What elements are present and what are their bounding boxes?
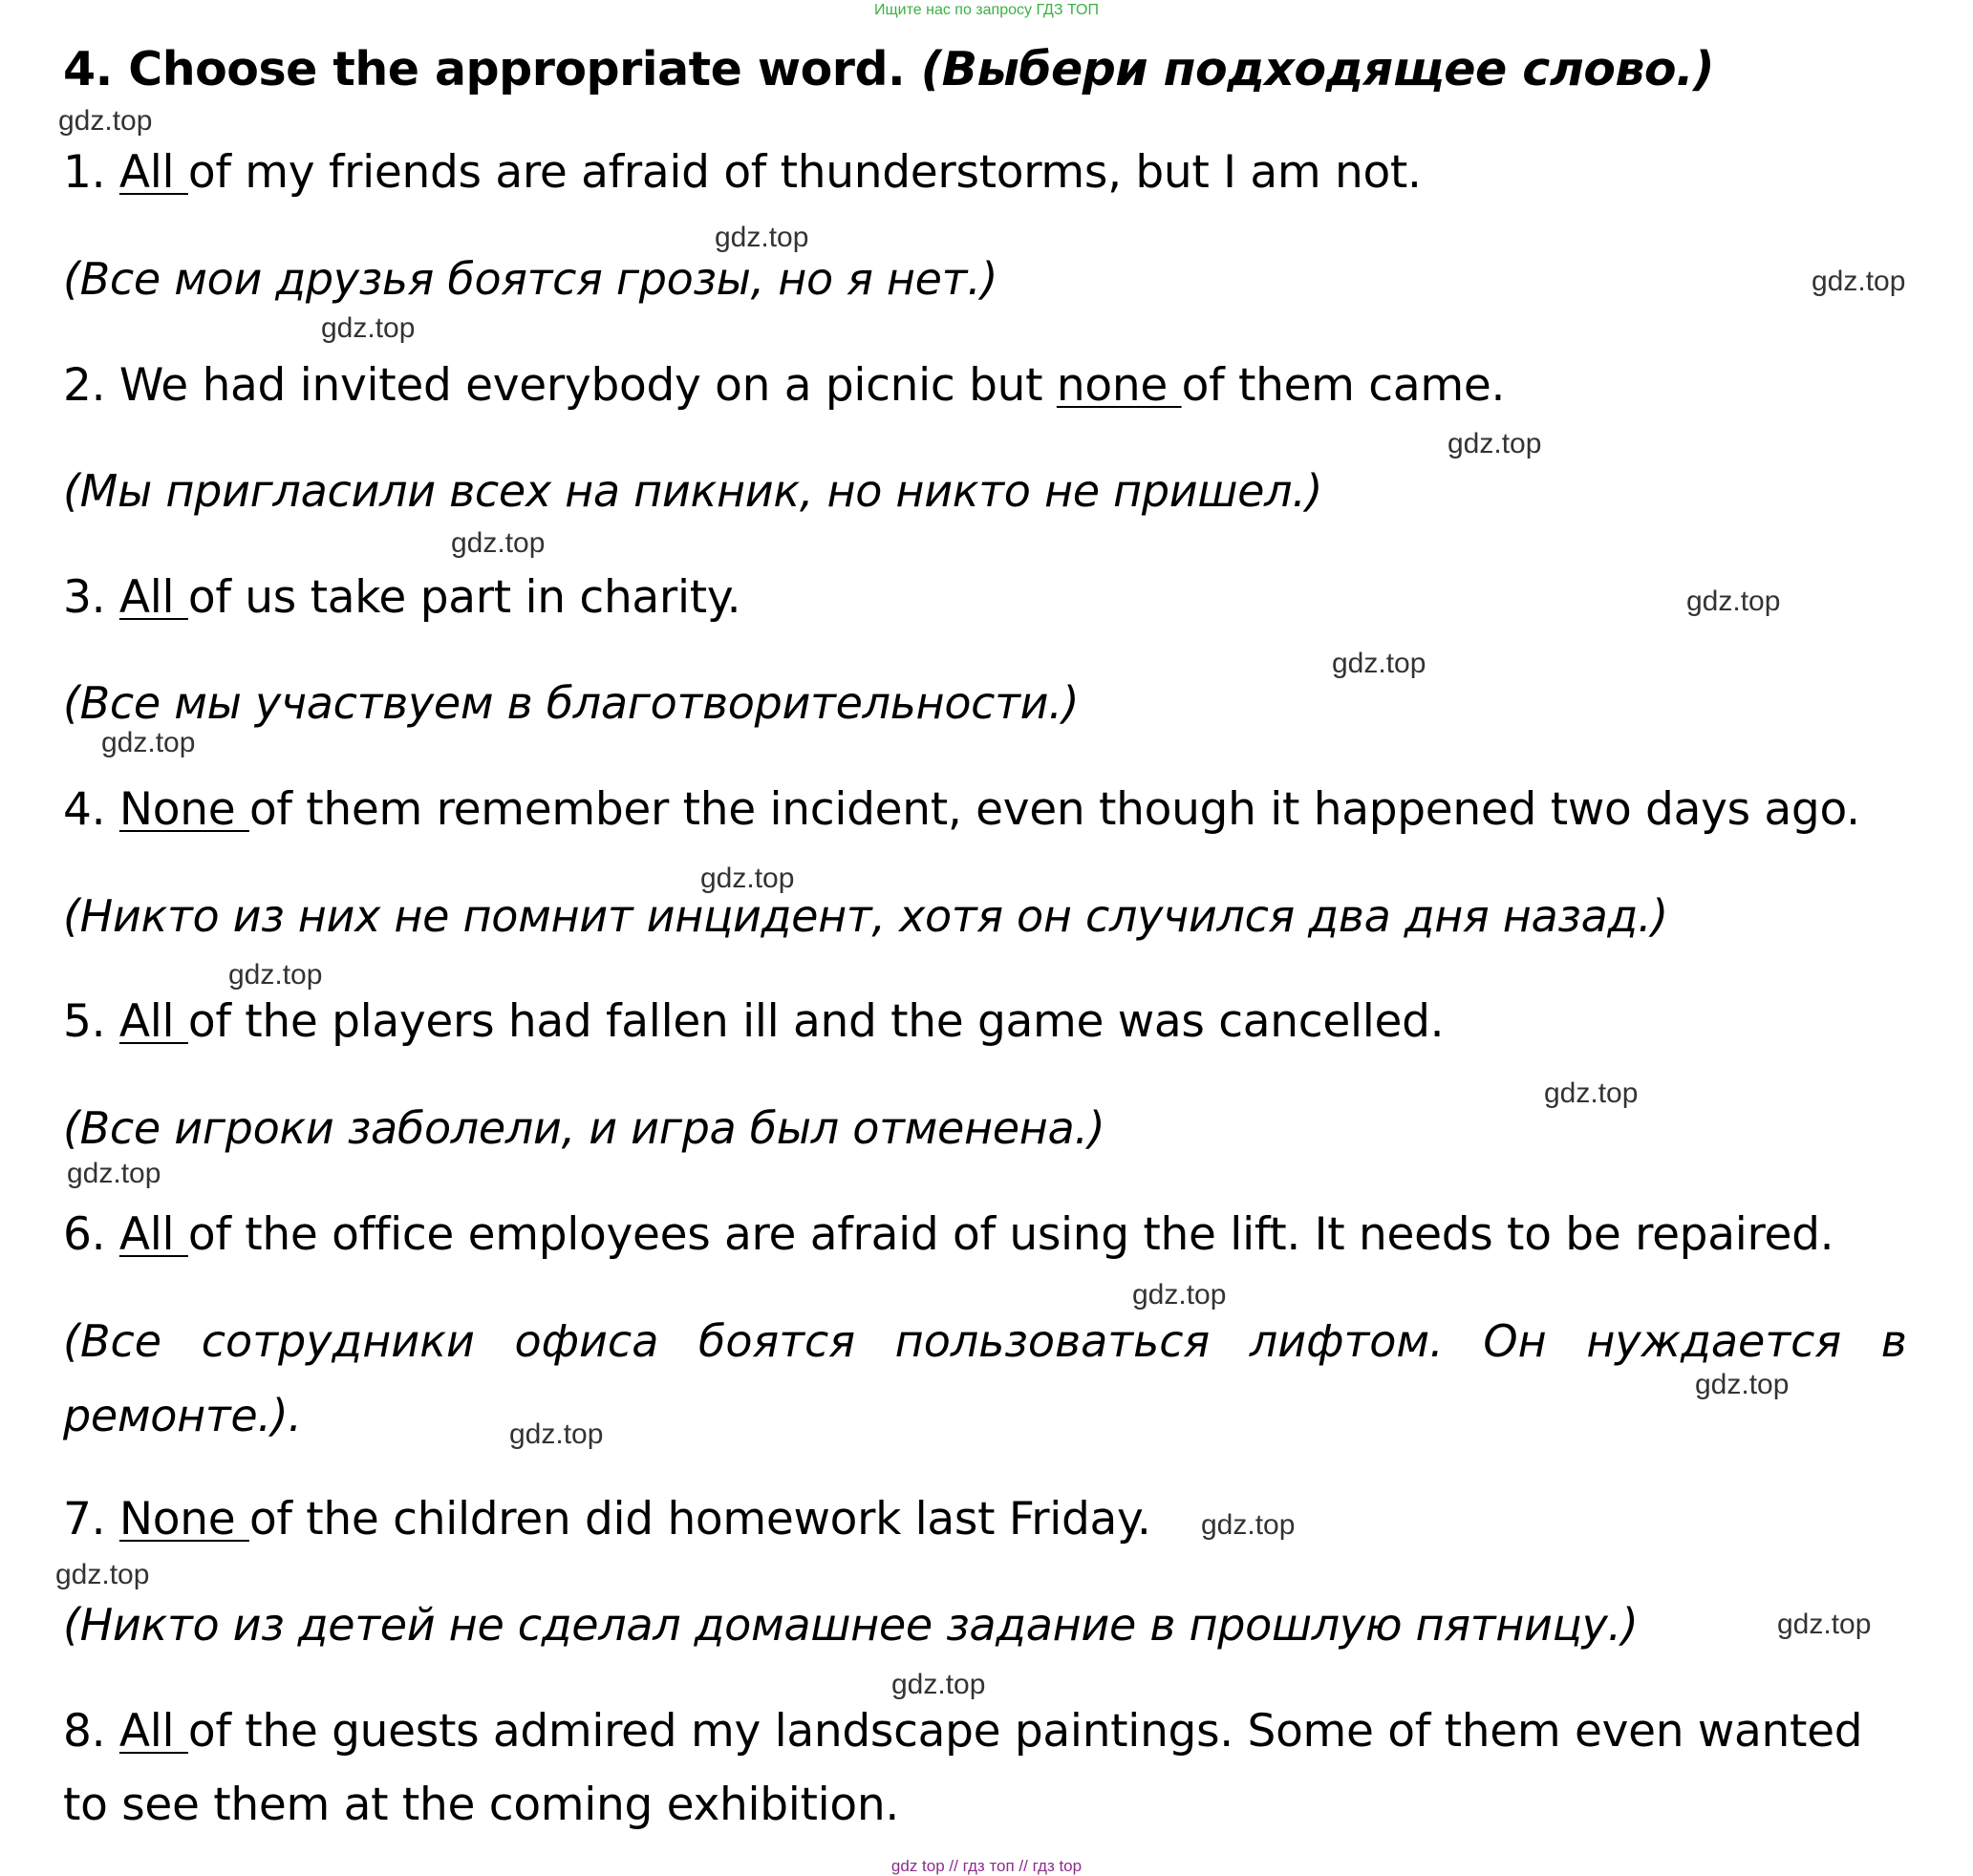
sentence-7 <box>63 1493 1150 1546</box>
answer-word: All <box>118 995 188 1048</box>
watermark: gdz.top <box>451 527 546 559</box>
watermark: gdz.top <box>700 863 795 894</box>
watermark: gdz.top <box>1201 1509 1296 1541</box>
watermark: gdz.top <box>1686 586 1781 617</box>
title-russian: (Выбери подходящее слово.) <box>920 42 1715 96</box>
watermark: gdz.top <box>715 222 809 253</box>
answer-word: All <box>118 571 188 624</box>
watermark: gdz.top <box>58 105 153 137</box>
sentence-8-line2: to see them at the coming exhibition. <box>63 1779 899 1831</box>
top-banner: Ищите нас по запросу ГДЗ ТОП <box>874 2 1099 18</box>
sentence-text: of the children did homework last Friday. <box>248 1493 1151 1546</box>
watermark: gdz.top <box>67 1158 161 1189</box>
watermark: gdz.top <box>891 1669 986 1700</box>
item-number: 2. <box>63 359 106 412</box>
watermark: gdz.top <box>509 1418 604 1450</box>
word: боятся <box>698 1315 855 1367</box>
word: (Все <box>63 1315 162 1367</box>
translation-6-line1 <box>63 1315 1907 1367</box>
watermark: gdz.top <box>1448 428 1542 459</box>
translation-3: (Все мы участвуем в благотворительности.) <box>63 677 1080 729</box>
sentence-text: of them remember the incident, even though it happened two days ago. <box>248 783 1860 836</box>
answer-word: None <box>118 783 249 836</box>
answer-word: All <box>118 1208 188 1261</box>
item-number: 5. <box>63 995 106 1048</box>
answer-word: None <box>118 1493 249 1546</box>
word: в <box>1880 1315 1907 1367</box>
answer-word: All <box>118 1705 188 1758</box>
sentence-text: of the guests admired my landscape paintings. Some of them even wanted <box>187 1705 1863 1758</box>
watermark: gdz.top <box>228 959 323 991</box>
sentence-text: of the players had fallen ill and the game was cancelled. <box>187 995 1445 1048</box>
sentence-5 <box>63 995 1444 1048</box>
translation-1: (Все мои друзья боятся грозы, но я нет.) <box>63 253 998 305</box>
word: нуждается <box>1586 1315 1842 1367</box>
sentence-1 <box>63 146 1422 199</box>
item-number: 3. <box>63 571 106 624</box>
sentence-2 <box>63 359 1505 412</box>
sentence-8 <box>63 1705 1862 1758</box>
item-number: 4. <box>63 783 106 836</box>
translation-7: (Никто из детей не сделал домашнее задание в прошлую пятницу.) <box>63 1599 1639 1651</box>
translation-2: (Мы пригласили всех на пикник, но никто не пришел.) <box>63 465 1323 517</box>
word: пользоваться <box>894 1315 1211 1367</box>
watermark: gdz.top <box>321 312 416 344</box>
watermark: gdz.top <box>1132 1279 1227 1311</box>
bottom-banner: gdz top // гдз топ // гдз top <box>890 1857 1083 1875</box>
translation-5: (Все игроки заболели, и игра был отменена.) <box>63 1102 1105 1154</box>
sentence-4 <box>63 783 1860 836</box>
word: Он <box>1483 1315 1547 1367</box>
word: лифтом. <box>1249 1315 1444 1367</box>
translation-4: (Никто из них не помнит инцидент, хотя он случился два дня назад.) <box>63 890 1668 942</box>
answer-word: All <box>118 146 188 199</box>
word: сотрудники <box>201 1315 475 1367</box>
sentence-3 <box>63 571 740 624</box>
sentence-6 <box>63 1208 1834 1261</box>
translation-6-line2: ремонте.). <box>63 1390 302 1441</box>
watermark: gdz.top <box>101 727 196 758</box>
title-english: 4. Choose the appropriate word. <box>63 42 906 96</box>
item-number: 1. <box>63 146 106 199</box>
sentence-text: of us take part in charity. <box>187 571 741 624</box>
sentence-text: We had invited everybody on a picnic but <box>118 359 1057 412</box>
watermark: gdz.top <box>1695 1369 1790 1400</box>
sentence-text: of the office employees are afraid of using the lift. It needs to be repaired. <box>187 1208 1834 1261</box>
item-number: 6. <box>63 1208 106 1261</box>
watermark: gdz.top <box>1544 1077 1639 1109</box>
word: офиса <box>514 1315 659 1367</box>
sentence-text: of my friends are afraid of thunderstorms, but I am not. <box>187 146 1422 199</box>
answer-word: none <box>1056 359 1182 412</box>
sentence-text: of them came. <box>1181 359 1506 412</box>
exercise-title <box>63 42 1714 96</box>
item-number: 7. <box>63 1493 106 1546</box>
watermark: gdz.top <box>55 1559 150 1590</box>
watermark: gdz.top <box>1332 648 1426 679</box>
watermark: gdz.top <box>1812 266 1906 297</box>
item-number: 8. <box>63 1705 106 1758</box>
watermark: gdz.top <box>1777 1609 1872 1640</box>
